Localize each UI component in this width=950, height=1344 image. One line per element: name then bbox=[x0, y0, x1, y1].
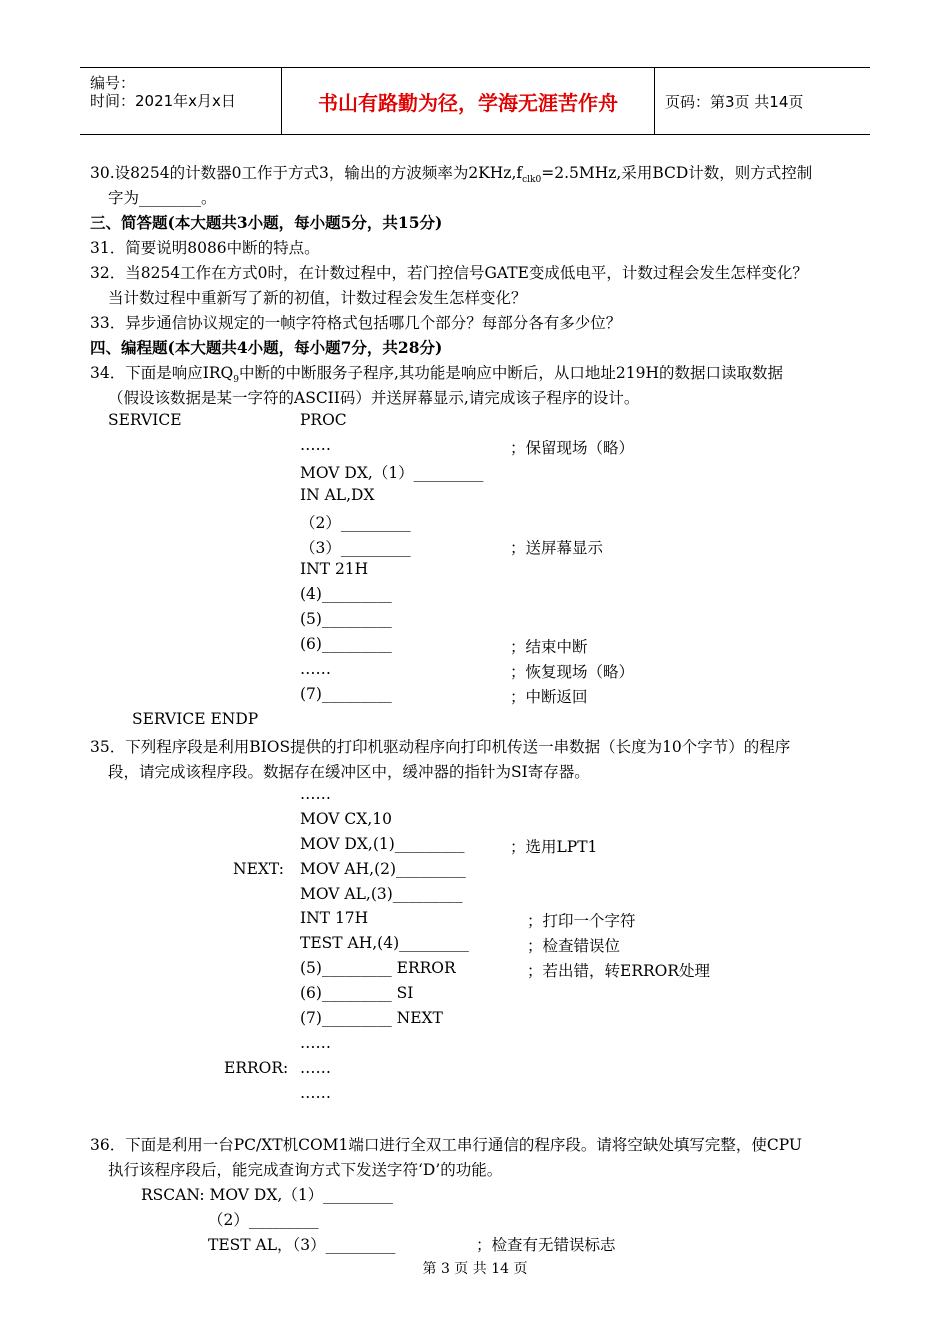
header-page-cell bbox=[655, 68, 870, 134]
code-line: …… bbox=[300, 1059, 331, 1077]
code-line: MOV CX,10 bbox=[300, 810, 392, 828]
code-comment: ；打印一个字符 bbox=[527, 912, 636, 930]
q32-line2: 当计数过程中重新写了新的初值，计数过程会发生怎样变化？ bbox=[108, 289, 527, 307]
code-line: (5)_________ bbox=[300, 610, 392, 628]
q36-line2: 执行该程序段后，能完成查询方式下发送字符‘D’的功能。 bbox=[108, 1161, 503, 1179]
q35-line2: 段，请完成该程序段。数据存在缓冲区中，缓冲器的指针为SI寄存器。 bbox=[108, 763, 590, 781]
section-4-title: 四、编程题(本大题共4小题，每小题7分，共28分) bbox=[90, 338, 443, 357]
code-comment: ；送屏幕显示 bbox=[510, 539, 604, 557]
q30-line2: 字为________。 bbox=[108, 189, 217, 207]
date-label: 时间：2021年x月x日 bbox=[90, 92, 236, 110]
code-line: IN AL,DX bbox=[300, 486, 375, 504]
q36-code-line1: RSCAN: MOV DX,（1）_________ bbox=[141, 1186, 393, 1204]
q36-code-line2: （2）_________ bbox=[208, 1211, 319, 1229]
q34-line2: （假设该数据是某一字符的ASCII码）并送屏幕显示,请完成该子程序的设计。 bbox=[108, 389, 640, 407]
code-comment: ；结束中断 bbox=[510, 638, 588, 656]
motto: 书山有路勤为径，学海无涯苦作舟 bbox=[318, 90, 618, 115]
code-line: (5)_________ ERROR bbox=[300, 959, 456, 977]
code-line: （3）_________ bbox=[300, 539, 411, 557]
code-line: …… bbox=[300, 436, 331, 454]
q36-code-comment: ；检查有无错误标志 bbox=[476, 1236, 616, 1254]
code-comment: ；检查错误位 bbox=[527, 937, 621, 955]
code-label-next: NEXT: bbox=[233, 860, 284, 878]
q31: 31．简要说明8086中断的特点。 bbox=[90, 239, 320, 257]
code-line: （2）_________ bbox=[300, 514, 411, 532]
code-comment: ；若出错，转ERROR处理 bbox=[527, 962, 711, 980]
page-label: 页码：第3页 共14页 bbox=[665, 92, 804, 111]
code-line: MOV DX,(1)_________ bbox=[300, 835, 465, 853]
code-line: …… bbox=[300, 1034, 331, 1052]
code-line: MOV AL,(3)_________ bbox=[300, 885, 463, 903]
code-line: …… bbox=[300, 785, 331, 803]
q30-line1: 30.设8254的计数器0工作于方式3，输出的方波频率为$2KHz,f_{clk0}=2.5MHz$,采用BCD计数，则方式控制 bbox=[90, 164, 813, 186]
code-line: (4)_________ bbox=[300, 585, 392, 603]
header-motto-cell bbox=[282, 68, 655, 134]
code-comment: ；保留现场（略） bbox=[510, 439, 635, 457]
q35-line1: 35．下列程序段是利用BIOS提供的打印机驱动程序向打印机传送一串数据（长度为10个字节）的程序 bbox=[90, 738, 791, 756]
code-line: TEST AH,(4)_________ bbox=[300, 934, 469, 952]
q34-line1: 34．下面是响应$IRQ_9$中断的中断服务子程序,其功能是响应中断后，从口地址219H的数据口读取数据 bbox=[90, 364, 783, 386]
code-line: MOV AH,(2)_________ bbox=[300, 860, 466, 878]
code-line: …… bbox=[300, 660, 331, 678]
q36-code-line3: TEST AL，（3）_________ bbox=[208, 1236, 396, 1254]
q34-label: SERVICE bbox=[108, 411, 182, 429]
code-line: (7)_________ NEXT bbox=[300, 1009, 443, 1027]
code-comment: ；中断返回 bbox=[510, 688, 588, 706]
code-comment: ；恢复现场（略） bbox=[510, 663, 635, 681]
q34-endp: SERVICE ENDP bbox=[132, 710, 259, 728]
code-line: (7)_________ bbox=[300, 685, 392, 703]
q33: 33．异步通信协议规定的一帧字符格式包括哪几个部分？每部分各有多少位？ bbox=[90, 314, 622, 332]
code-line: …… bbox=[300, 1084, 331, 1102]
number-label: 编号： bbox=[90, 74, 136, 92]
page-header bbox=[80, 67, 870, 135]
code-line: MOV DX,（1）_________ bbox=[300, 464, 484, 482]
section-3-title: 三、简答题(本大题共3小题，每小题5分，共15分) bbox=[90, 213, 443, 232]
q36-line1: 36．下面是利用一台PC/XT机COM1端口进行全双工串行通信的程序段。请将空缺处填写完整，使CPU bbox=[90, 1136, 802, 1154]
code-line: (6)_________ bbox=[300, 635, 392, 653]
code-label-error: ERROR: bbox=[224, 1059, 289, 1077]
code-line: INT 21H bbox=[300, 560, 369, 578]
code-line: PROC bbox=[300, 411, 347, 429]
header-left-cell bbox=[80, 68, 282, 134]
q32-line1: 32．当8254工作在方式0时，在计数过程中，若门控信号GATE变成低电平，计数过程会发生怎样变化？ bbox=[90, 264, 808, 282]
code-line: (6)_________ SI bbox=[300, 984, 414, 1002]
code-line: INT 17H bbox=[300, 909, 369, 927]
code-comment: ；选用LPT1 bbox=[510, 838, 598, 856]
page-footer: 第 3 页 共 14 页 bbox=[422, 1261, 528, 1277]
